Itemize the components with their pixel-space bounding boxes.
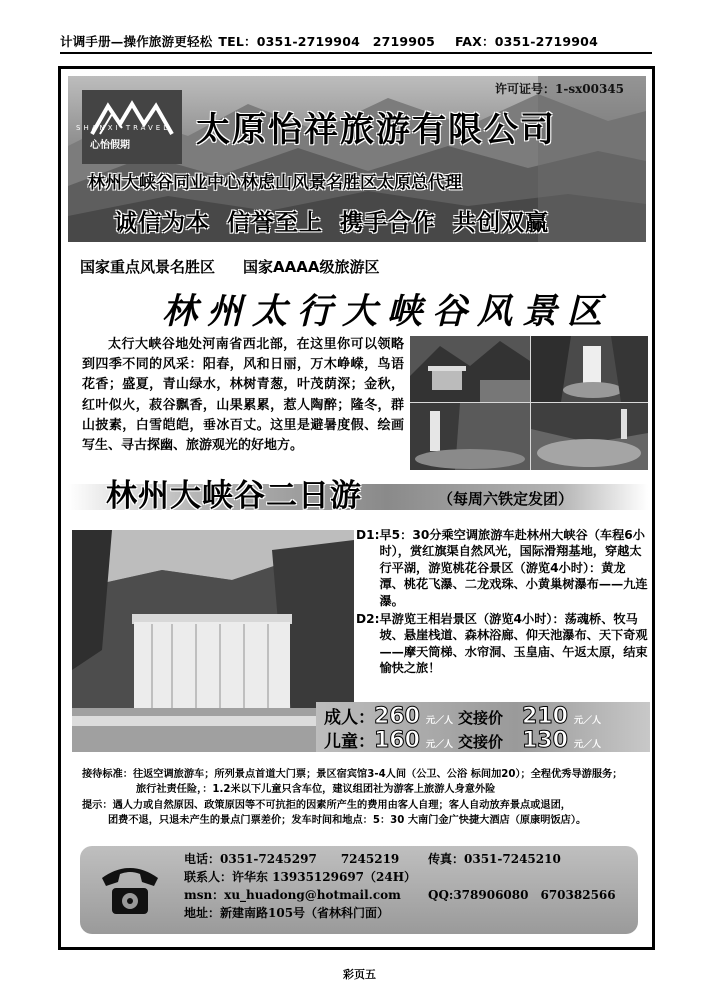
day-label: D1: <box>356 528 380 542</box>
standard-label: 接待标准： <box>82 769 133 780</box>
contact-panel <box>80 846 638 934</box>
tip-row <box>82 798 642 813</box>
company-name: 太原怡祥旅游有限公司 <box>196 110 556 150</box>
price-value: 260 <box>374 704 420 729</box>
header-strip <box>60 32 652 54</box>
tour-schedule-note: （每周六铁定发团） <box>438 490 574 508</box>
itinerary-day-2 <box>356 611 648 677</box>
tip-label: 提示： <box>82 799 113 811</box>
collage-photo-pool <box>531 403 648 470</box>
level-aaaa: 国家AAAA级旅游区 <box>243 258 380 276</box>
header-slogan: 计调手册—操作旅游更轻松 <box>60 34 213 49</box>
price-box <box>316 702 650 752</box>
price-label: 成人： <box>324 708 375 728</box>
trade-price-value: 130 <box>522 728 568 753</box>
scenic-title: 林州太行大峡谷风景区 <box>162 291 613 332</box>
tip-cont: 团费不退，只退未产生的景点门票差价；发车时间和地点：5：30 大南门金广快捷大酒店（原康明饭店）。 <box>108 815 587 827</box>
trade-label: 交接价 <box>458 709 504 727</box>
price-row-adult <box>324 703 606 729</box>
itinerary-day-1 <box>356 527 648 609</box>
collage-photo-stream <box>410 403 530 470</box>
page-footer: 彩页五 <box>343 968 376 981</box>
trade-unit: 元／人 <box>574 716 602 726</box>
contact-msn: msn：xu_huadong@hotmail.com <box>184 888 401 902</box>
itinerary <box>356 527 648 677</box>
standard-cont: 旅行社责任险，：1.2米以下儿童只含车位，建议组团社为游客上旅游人身意外险 <box>136 784 496 796</box>
level-national: 国家重点风景名胜区 <box>80 258 216 276</box>
company-banner <box>68 76 646 242</box>
logo-english: SHANXI TRAVEL <box>76 124 171 132</box>
contact-person: 联系人：许华东 13935129697（24H） <box>184 870 417 884</box>
collage-photo-gate <box>410 336 530 402</box>
agent-line: 林州大峡谷同业中心林虑山风景名胜区太原总代理 <box>88 173 462 193</box>
day-label: D2: <box>356 612 380 627</box>
logo-chinese: 心怡假期 <box>90 140 130 151</box>
day-text: 早5：30分乘空调旅游车赴林州大峡谷（车程6小时），赏红旗渠自然风光，国际滑翔基地，穿越太行平湖，游览桃花谷景区（游览4小时）：黄龙潭、桃花飞瀑、二龙戏珠、小黄巢树瀑布——九连瀑。 <box>379 528 648 608</box>
collage-photo-falls <box>531 336 648 402</box>
header-tel: TEL：0351-2719904 2719905 <box>218 34 435 49</box>
waterfall-photo <box>72 530 354 752</box>
standard-text: 往返空调旅游车；所列景点首道大门票；景区宿宾馆3-4人间（公卫、公浴 标间加20）；全程优秀导游服务； <box>132 769 623 780</box>
contact-address: 地址：新建南路105号（省林科门面） <box>184 906 390 920</box>
scenic-levels <box>80 256 379 277</box>
price-label: 儿童： <box>324 732 375 752</box>
price-unit: 元／人 <box>426 716 454 726</box>
telephone-icon <box>98 858 162 920</box>
contact-qq: QQ:378906080 670382566 <box>428 888 616 902</box>
price-value: 160 <box>374 728 420 753</box>
scenery-collage <box>410 336 648 470</box>
trade-price-value: 210 <box>522 704 568 729</box>
price-unit: 元／人 <box>426 740 454 750</box>
license-number: 许可证号：1-sx00345 <box>495 82 624 96</box>
banner-slogan: 诚信为本 信誉至上 携手合作 共创双赢 <box>114 210 550 236</box>
contact-fax: 传真：0351-7245210 <box>428 852 561 866</box>
intro-paragraph: 太行大峡谷地处河南省西北部，在这里你可以领略到四季不同的风采：阳春，风和日丽，万木峥嵘，鸟语花香；盛夏，青山绿水，林树青葱，叶茂荫深；金秋，红叶似火，菽谷飘香，山果累累，惹人陶醉；隆冬，群山披素，白雪皑皑，垂冰百丈。这里是避暑度假、绘画写生、寻古探幽、旅游观光的好地方。 <box>82 337 404 454</box>
trade-unit: 元／人 <box>574 740 602 750</box>
tour-title: 林州大峡谷二日游 <box>106 478 362 514</box>
tip-text: 遇人力或自然原因、政策原因等不可抗拒的因素所产生的费用由客人自理；客人自动放弃景点或退团， <box>112 799 571 811</box>
contact-phone: 电话：0351-7245297 7245219 <box>184 852 400 866</box>
header-fax: FAX：0351-2719904 <box>454 34 598 49</box>
standard-row <box>82 767 642 782</box>
day-text: 早游览王相岩景区（游览4小时）：荡魂桥、牧马坡、悬崖栈道、森林浴廊、仰天池瀑布、天下奇观——摩天筒梯、水帘洞、玉皇庙、午返太原，结束愉快之旅！ <box>379 612 648 676</box>
service-notes <box>82 767 642 829</box>
trade-label: 交接价 <box>458 733 504 751</box>
price-row-child <box>324 727 606 753</box>
